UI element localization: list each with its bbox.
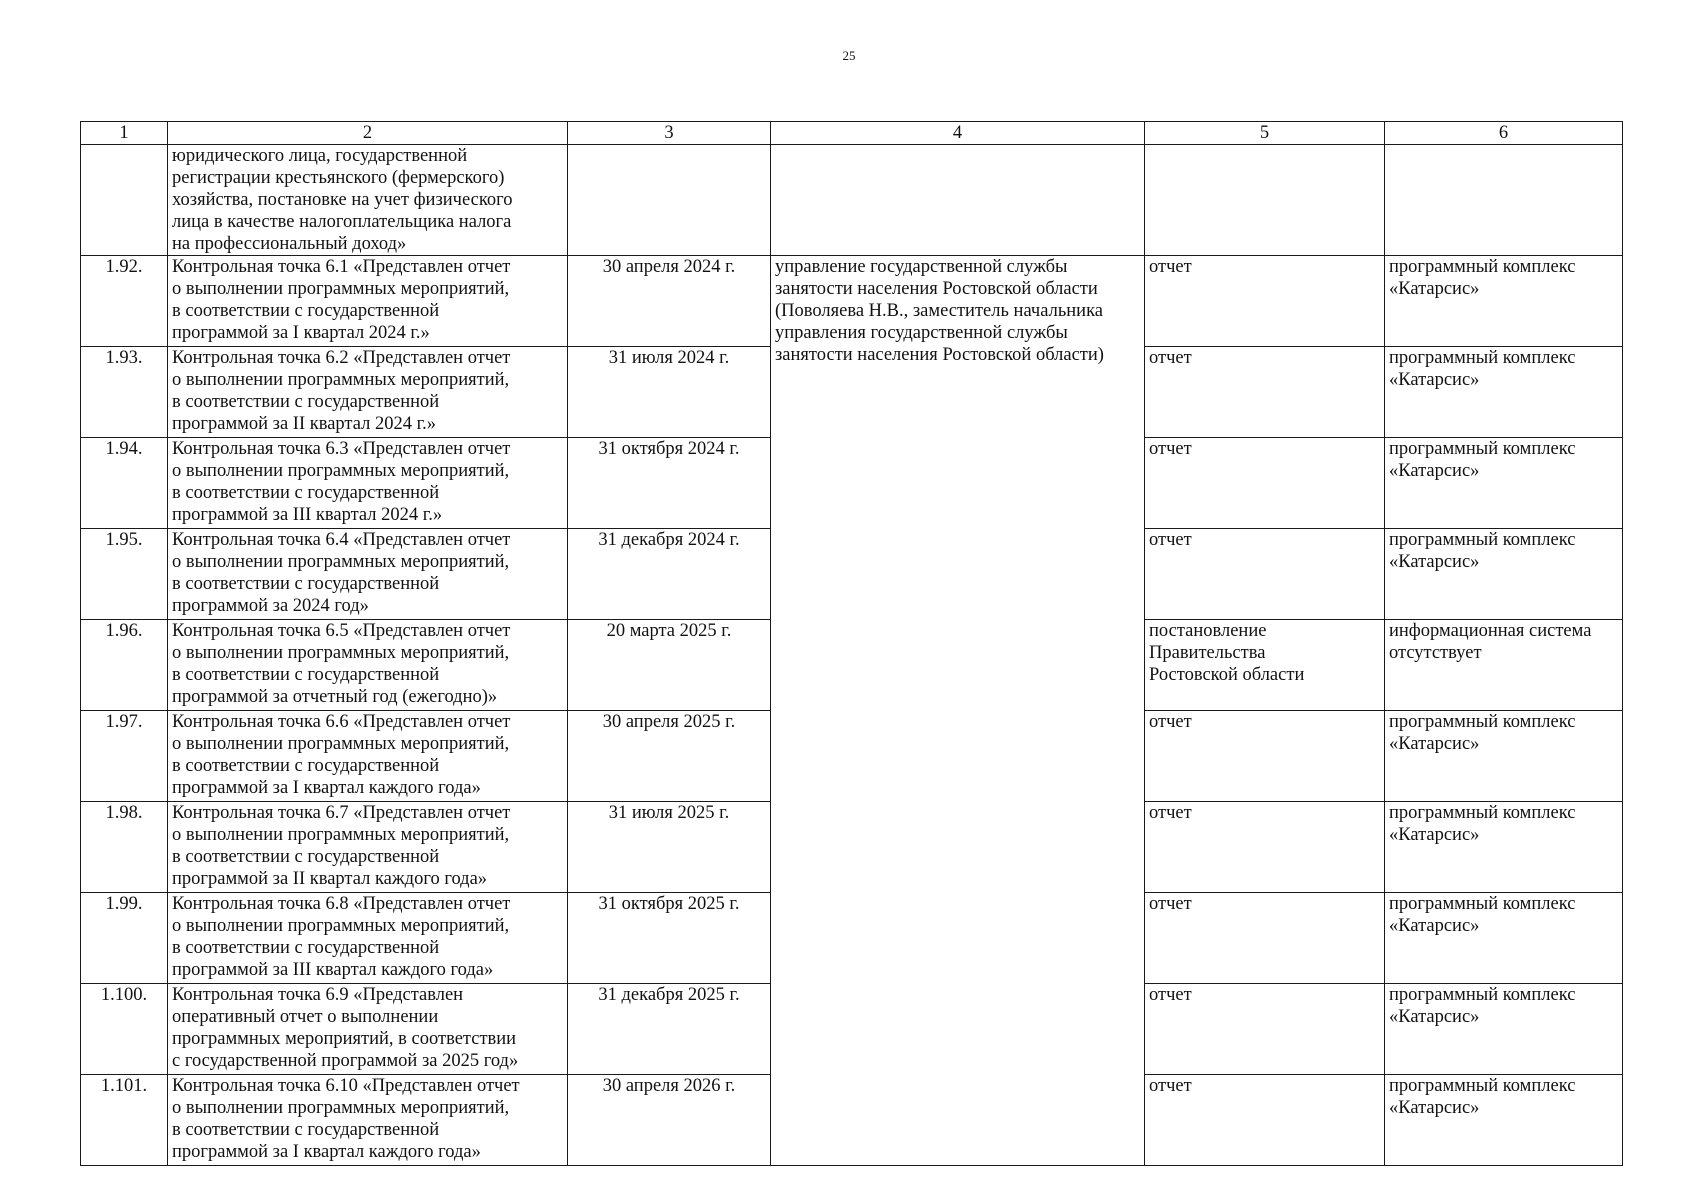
row-date: 31 декабря 2024 г. [568, 529, 771, 620]
row-name: Контрольная точка 6.3 «Представлен отчет о выполнении программных мероприятий, в соответствии с государственной программой за III квартал 2024 г.» [168, 438, 568, 529]
row-name: Контрольная точка 6.2 «Представлен отчет о выполнении программных мероприятий, в соответствии с государственной программой за II квартал 2024 г.» [168, 347, 568, 438]
row-number: 1.99. [81, 893, 168, 984]
responsible-cell: управление государственной службы занятости населения Ростовской области (Поволяева Н.В., заместитель начальника управления государственной службы занятости населения Ростовской области) [771, 256, 1145, 1166]
row-document: отчет [1145, 802, 1385, 893]
page-number: 25 [842, 48, 856, 63]
row-document [1145, 145, 1385, 256]
row-document: отчет [1145, 893, 1385, 984]
row-number: 1.98. [81, 802, 168, 893]
row-system: программный комплекс «Катарсис» [1385, 893, 1623, 984]
row-date: 30 апреля 2025 г. [568, 711, 771, 802]
row-number: 1.92. [81, 256, 168, 347]
row-system: программный комплекс «Катарсис» [1385, 438, 1623, 529]
row-date: 20 марта 2025 г. [568, 620, 771, 711]
row-date: 30 апреля 2026 г. [568, 1075, 771, 1166]
column-header: 2 [168, 122, 568, 145]
row-name: Контрольная точка 6.5 «Представлен отчет о выполнении программных мероприятий, в соответствии с государственной программой за отчетный год (ежегодно)» [168, 620, 568, 711]
column-header: 6 [1385, 122, 1623, 145]
row-date: 31 июля 2025 г. [568, 802, 771, 893]
row-system: программный комплекс «Катарсис» [1385, 711, 1623, 802]
column-header: 3 [568, 122, 771, 145]
row-name: Контрольная точка 6.4 «Представлен отчет о выполнении программных мероприятий, в соответствии с государственной программой за 2024 год» [168, 529, 568, 620]
column-header: 4 [771, 122, 1145, 145]
row-date: 31 декабря 2025 г. [568, 984, 771, 1075]
row-system: программный комплекс «Катарсис» [1385, 1075, 1623, 1166]
row-document: отчет [1145, 711, 1385, 802]
row-system: программный комплекс «Катарсис» [1385, 256, 1623, 347]
table-header-row [81, 122, 1623, 145]
row-document: отчет [1145, 984, 1385, 1075]
row-date [568, 145, 771, 256]
row-number: 1.96. [81, 620, 168, 711]
row-number: 1.94. [81, 438, 168, 529]
row-name: Контрольная точка 6.6 «Представлен отчет о выполнении программных мероприятий, в соответствии с государственной программой за I квартал каждого года» [168, 711, 568, 802]
row-document: отчет [1145, 1075, 1385, 1166]
row-number [81, 145, 168, 256]
table-row [81, 145, 1623, 256]
row-number: 1.101. [81, 1075, 168, 1166]
row-document: отчет [1145, 438, 1385, 529]
row-system [1385, 145, 1623, 256]
row-name: Контрольная точка 6.9 «Представлен оперативный отчет о выполнении программных мероприятий, в соответствии с государственной программой за 2025 год» [168, 984, 568, 1075]
row-name: Контрольная точка 6.10 «Представлен отчет о выполнении программных мероприятий, в соответствии с государственной программой за I квартал каждого года» [168, 1075, 568, 1166]
row-system: информационная система отсутствует [1385, 620, 1623, 711]
row-number: 1.100. [81, 984, 168, 1075]
row-name: юридического лица, государственной регистрации крестьянского (фермерского) хозяйства, постановке на учет физического лица в качестве налогоплательщика налога на профессиональный доход» [168, 145, 568, 256]
row-date: 31 октября 2024 г. [568, 438, 771, 529]
row-system: программный комплекс «Катарсис» [1385, 347, 1623, 438]
row-number: 1.97. [81, 711, 168, 802]
row-document: отчет [1145, 256, 1385, 347]
row-system: программный комплекс «Катарсис» [1385, 984, 1623, 1075]
control-points-table [80, 121, 1623, 1166]
row-number: 1.95. [81, 529, 168, 620]
row-date: 31 октября 2025 г. [568, 893, 771, 984]
table-row [81, 256, 1623, 347]
row-system: программный комплекс «Катарсис» [1385, 529, 1623, 620]
row-name: Контрольная точка 6.8 «Представлен отчет о выполнении программных мероприятий, в соответствии с государственной программой за III квартал каждого года» [168, 893, 568, 984]
row-system: программный комплекс «Катарсис» [1385, 802, 1623, 893]
row-document: постановление Правительства Ростовской области [1145, 620, 1385, 711]
row-document: отчет [1145, 529, 1385, 620]
column-header: 5 [1145, 122, 1385, 145]
row-responsible-empty [771, 145, 1145, 256]
row-date: 30 апреля 2024 г. [568, 256, 771, 347]
row-document: отчет [1145, 347, 1385, 438]
row-number: 1.93. [81, 347, 168, 438]
column-header: 1 [81, 122, 168, 145]
row-name: Контрольная точка 6.7 «Представлен отчет о выполнении программных мероприятий, в соответствии с государственной программой за II квартал каждого года» [168, 802, 568, 893]
row-name: Контрольная точка 6.1 «Представлен отчет о выполнении программных мероприятий, в соответствии с государственной программой за I квартал 2024 г.» [168, 256, 568, 347]
row-date: 31 июля 2024 г. [568, 347, 771, 438]
